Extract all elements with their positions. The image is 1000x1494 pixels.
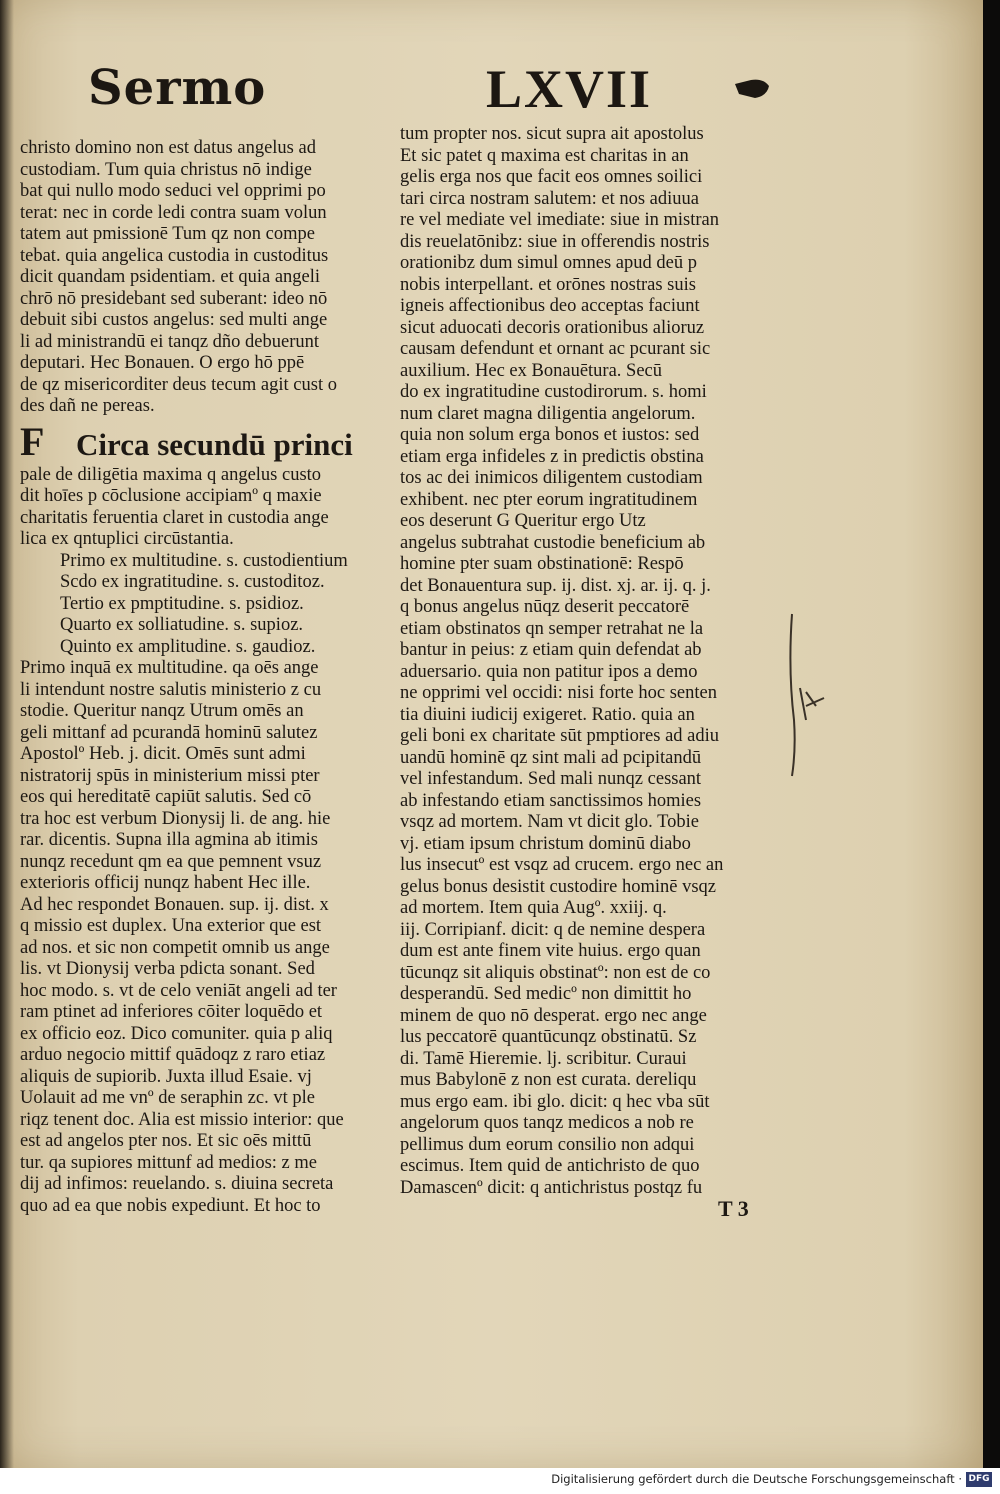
text-line: dij ad infimos: reuelando. s. diuina secreta bbox=[20, 1174, 334, 1194]
right-text-column bbox=[400, 124, 770, 1199]
text-line: Et sic patet q maxima est charitas in an bbox=[400, 145, 689, 166]
right-column-paragraph bbox=[400, 124, 770, 1199]
text-line: est ad angelos pter nos. Et sic oēs mittū bbox=[20, 1131, 312, 1151]
text-line: dicit quandam psidentiam. et quia angeli bbox=[20, 267, 321, 287]
text-line: dit hoīes p cōclusione accipiamº q maxie bbox=[20, 486, 322, 506]
text-line: ex officio eoz. Dico comuniter. quia p aliq bbox=[20, 1023, 333, 1044]
folio-number: LXVII bbox=[486, 59, 653, 119]
text-line: riqz tenent doc. Alia est missio interior: que bbox=[20, 1109, 344, 1130]
text-line: gelus bonus desistit custodire hominē vsqz bbox=[400, 876, 717, 897]
left-column-paragraph-2 bbox=[20, 465, 395, 551]
text-line: lus insecutº est vsqz ad crucem. ergo nec an bbox=[400, 855, 724, 875]
running-head-title: Sermo bbox=[88, 60, 267, 116]
list-item: Quarto ex solliatudine. s. supioz. bbox=[60, 615, 304, 635]
text-line: des dañ ne pereas. bbox=[20, 396, 155, 416]
text-line: terat: nec in corde ledi contra suam volun bbox=[20, 202, 327, 223]
text-line: pale de diligētia maxima q angelus custo bbox=[20, 464, 322, 485]
text-line: pellimus dum eorum consilio non adqui bbox=[400, 1134, 695, 1155]
text-line: homine pter suam obstinationē: Respō bbox=[400, 554, 684, 574]
text-line: tatem aut pmissionē Tum qz non compe bbox=[20, 224, 315, 244]
text-line: quo ad ea que nobis expediunt. Et hoc to bbox=[20, 1195, 321, 1216]
section-heading bbox=[20, 418, 395, 464]
text-line: Uolauit ad me vnº de seraphin zc. vt ple bbox=[20, 1088, 315, 1108]
marginal-annotation bbox=[770, 610, 830, 780]
left-column-paragraph-3 bbox=[20, 658, 395, 1217]
funding-credit: Digitalisierung gefördert durch die Deutsche Forschungsgemeinschaft · bbox=[551, 1472, 962, 1486]
left-text-column bbox=[20, 138, 395, 1217]
text-line: tra hoc est verbum Dionysij li. de ang. hie bbox=[20, 808, 331, 829]
text-line: Apostolº Heb. j. dicit. Omēs sunt admi bbox=[20, 744, 306, 764]
text-line: eos deserunt G Queritur ergo Utz bbox=[400, 511, 646, 531]
text-line: tebat. quia angelica custodia in custoditus bbox=[20, 245, 329, 266]
text-line: ad nos. et sic non competit omnib us ange bbox=[20, 937, 330, 958]
text-line: tia diuini iudicij exigeret. Ratio. quia an bbox=[400, 704, 695, 725]
text-line: li ad ministrandū ei tanqz dño debuerunt bbox=[20, 331, 320, 352]
text-line: christo domino non est datus angelus ad bbox=[20, 138, 316, 158]
text-line: li intendunt nostre salutis ministerio z cu bbox=[20, 679, 322, 700]
list-item: Quinto ex amplitudine. s. gaudioz. bbox=[60, 636, 316, 657]
text-line: ne opprimi vel occidi: nisi forte hoc senten bbox=[400, 683, 717, 703]
text-line: vel infestandum. Sed mali nunqz cessant bbox=[400, 769, 702, 789]
text-line: angelorum quos tanqz medicos a nob re bbox=[400, 1113, 694, 1133]
text-line: debuit sibi custos angelus: sed multi ange bbox=[20, 310, 328, 330]
text-line: stodie. Queritur nanqz Utrum omēs an bbox=[20, 701, 304, 721]
text-line: ab infestando etiam sanctissimos homies bbox=[400, 790, 702, 811]
text-line: desperandū. Sed medicº non dimittit ho bbox=[400, 984, 692, 1004]
text-line: sicut aduocati decoris orationibus alioruz bbox=[400, 317, 705, 338]
text-line: aliquis de supiorib. Juxta illud Esaie. vj bbox=[20, 1066, 312, 1087]
text-line: q missio est duplex. Una exterior que est bbox=[20, 916, 322, 936]
list-item: Scdo ex ingratitudine. s. custoditoz. bbox=[60, 572, 325, 592]
signature-mark: T 3 bbox=[718, 1196, 749, 1221]
text-line: igneis affectionibus deo acceptas faciunt bbox=[400, 296, 700, 316]
text-line: orationibz dum simul omnes apud deū p bbox=[400, 253, 697, 273]
text-line: re vel mediate vel imediate: siue in mistran bbox=[400, 210, 720, 230]
text-line: Primo inquā ex multitudine. qa oēs ange bbox=[20, 658, 319, 678]
section-heading-text: Circa secundū princi bbox=[76, 426, 353, 462]
text-line: aduersario. quia non patitur ipos a demo bbox=[400, 661, 698, 682]
text-line: geli mittanf ad pcurandā hominū salutez bbox=[20, 722, 318, 743]
text-line: charitatis feruentia claret in custodia ange bbox=[20, 507, 329, 528]
text-line: minem de quo nō desperat. ergo nec ange bbox=[400, 1005, 707, 1026]
text-line: nunqz recedunt qm ea que pemnent vsuz bbox=[20, 851, 322, 872]
text-line: iij. Corripianf. dicit: q de nemine despera bbox=[400, 919, 706, 940]
text-line: det Bonauentura sup. ij. dist. xj. ar. ij. q. j. bbox=[400, 575, 711, 596]
text-line: tum propter nos. sicut supra ait apostolus bbox=[400, 124, 704, 144]
text-line: do ex ingratitudine custodirorum. s. homi bbox=[400, 382, 707, 402]
text-line: auxilium. Hec ex Bonauētura. Secū bbox=[400, 360, 662, 381]
dfg-logo: DFG bbox=[966, 1472, 992, 1487]
circumstance-list bbox=[20, 551, 395, 659]
left-column-paragraph-1 bbox=[20, 138, 395, 418]
text-line: chrō nō presidebant sed suberant: ideo nō bbox=[20, 288, 328, 309]
text-line: deputari. Hec Bonauen. O ergo hō ppē bbox=[20, 353, 305, 373]
text-line: Ad hec respondet Bonauen. sup. ij. dist. x bbox=[20, 894, 329, 915]
text-line: bantur in peius: z etiam quin defendat ab bbox=[400, 640, 702, 660]
list-item: Primo ex multitudine. s. custodientium bbox=[60, 550, 348, 571]
text-line: arduo negocio mittif quādoqz z raro etiaz bbox=[20, 1045, 326, 1065]
text-line: nobis interpellant. et orōnes nostras suis bbox=[400, 274, 696, 295]
text-line: tur. qa supiores mittunf ad medios: z me bbox=[20, 1152, 317, 1173]
text-line: causam defendunt et ornant ac pcurant sic bbox=[400, 339, 711, 359]
text-line: tos ac dei inimicos diligentem custodiam bbox=[400, 468, 703, 488]
text-line: quia non solum erga bonos et iustos: sed bbox=[400, 425, 700, 445]
text-line: mus Babylonē z non est curata. dereliqu bbox=[400, 1070, 697, 1090]
text-line: vj. etiam ipsum christum dominū diabo bbox=[400, 833, 691, 854]
text-line: tūcunqz sit aliquis obstinatº: non est de co bbox=[400, 962, 711, 983]
text-line: ad mortem. Item quia Augº. xxiij. q. bbox=[400, 898, 667, 918]
text-line: de qz misericorditer deus tecum agit cust o bbox=[20, 374, 337, 395]
text-line: Damascenº dicit: q antichristus postqz fu bbox=[400, 1177, 703, 1198]
text-line: lis. vt Dionysij verba pdicta sonant. Sed bbox=[20, 959, 315, 979]
text-line: ram ptinet ad inferiores cōiter loquēdo et bbox=[20, 1002, 323, 1022]
text-line: hoc modo. s. vt de celo veniāt angeli ad ter bbox=[20, 980, 337, 1001]
text-line: exterioris officij nunqz habent Hec ille. bbox=[20, 873, 311, 893]
text-line: geli boni ex charitate sūt pmptiores ad adiu bbox=[400, 726, 720, 746]
text-line: angelus subtrahat custodie beneficium ab bbox=[400, 532, 706, 553]
drop-initial: F bbox=[20, 418, 45, 464]
text-line: q bonus angelus nūqz deserit peccatorē bbox=[400, 597, 690, 617]
text-line: gelis erga nos que facit eos omnes soilici bbox=[400, 167, 703, 187]
text-line: uandū hominē qz sint mali ad pcipitandū bbox=[400, 747, 702, 768]
text-line: mus ergo eam. ibi glo. dicit: q hec vba sūt bbox=[400, 1091, 710, 1112]
text-line: escimus. Item quid de antichristo de quo bbox=[400, 1156, 700, 1176]
text-line: custodiam. Tum quia christus nō indige bbox=[20, 159, 312, 180]
text-line: dum est ante finem vite huius. ergo quan bbox=[400, 941, 701, 961]
text-line: nistratorij spūs in ministerium missi pter bbox=[20, 765, 320, 786]
text-line: tari circa nostram salutem: et nos adiuua bbox=[400, 188, 699, 209]
text-line: lus peccatorē quantūcunqz obstinatū. Sz bbox=[400, 1027, 697, 1047]
text-line: dis reuelatōnibz: siue in offerendis nostris bbox=[400, 231, 710, 252]
text-line: num claret magna diligentia angelorum. bbox=[400, 403, 696, 424]
text-line: etiam erga infideles z in predictis obstina bbox=[400, 446, 704, 467]
text-line: di. Tamē Hieremie. lj. scribitur. Curaui bbox=[400, 1048, 687, 1069]
text-line: rar. dicentis. Supna illa agmina ab itimis bbox=[20, 830, 318, 850]
text-line: eos qui hereditatē capiūt salutis. Sed cō bbox=[20, 787, 312, 807]
manicule-icon bbox=[733, 72, 771, 106]
list-item: Tertio ex pmptitudine. s. psidioz. bbox=[60, 593, 304, 614]
text-line: exhibent. nec pter eorum ingratitudinem bbox=[400, 489, 698, 510]
text-line: etiam obstinatos qn semper retrahat ne la bbox=[400, 618, 704, 639]
text-line: bat qui nullo modo seduci vel opprimi po bbox=[20, 181, 326, 201]
text-line: lica ex qntuplici circūstantia. bbox=[20, 529, 234, 549]
text-line: vsqz ad mortem. Nam vt dicit glo. Tobie bbox=[400, 812, 699, 832]
